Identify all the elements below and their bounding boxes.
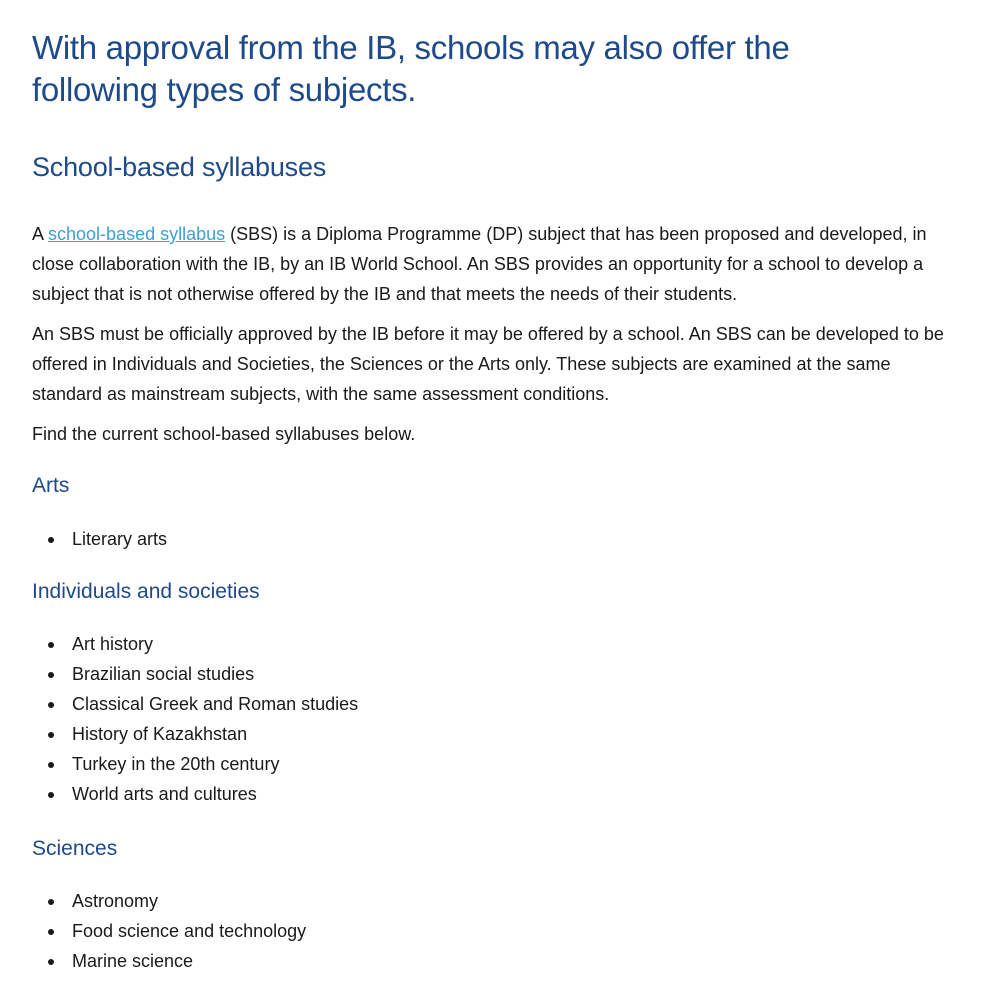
list-item bbox=[32, 886, 958, 916]
arts-list bbox=[32, 524, 958, 554]
list-item bbox=[32, 749, 958, 779]
paragraph-prefix: A bbox=[32, 224, 49, 244]
list-item bbox=[32, 689, 958, 719]
bullet-icon bbox=[48, 732, 54, 738]
intro-heading: With approval from the IB, schools may also offer the following types of subjects. bbox=[32, 29, 790, 108]
list-item bbox=[32, 946, 958, 976]
individuals-list bbox=[32, 629, 958, 809]
bullet-icon bbox=[48, 672, 54, 678]
sciences-list bbox=[32, 886, 958, 976]
sbs-find-paragraph: Find the current school-based syllabuses below. bbox=[32, 424, 416, 444]
section-title: School-based syllabuses bbox=[32, 152, 327, 182]
list-item bbox=[32, 779, 958, 809]
group-title-individuals-and-societies: Individuals and societies bbox=[32, 580, 260, 603]
list-item bbox=[32, 524, 958, 554]
list-item-label: Literary arts bbox=[72, 529, 168, 549]
list-item-label: Classical Greek and Roman studies bbox=[72, 694, 359, 714]
bullet-icon bbox=[48, 642, 54, 648]
group-title-sciences: Sciences bbox=[32, 837, 118, 860]
list-item-label: Art history bbox=[72, 634, 154, 654]
list-item-label: Marine science bbox=[72, 951, 194, 971]
bullet-icon bbox=[48, 702, 54, 708]
list-item bbox=[32, 629, 958, 659]
sbs-description-paragraph bbox=[32, 219, 958, 309]
bullet-icon bbox=[48, 929, 54, 935]
bullet-icon bbox=[48, 959, 54, 965]
school-based-syllabus-link[interactable]: school-based syllabus bbox=[48, 224, 226, 244]
list-item-label: World arts and cultures bbox=[72, 784, 257, 804]
bullet-icon bbox=[48, 899, 54, 905]
list-item-label: Brazilian social studies bbox=[72, 664, 255, 684]
list-item bbox=[32, 659, 958, 689]
bullet-icon bbox=[48, 762, 54, 768]
group-title-arts: Arts bbox=[32, 474, 70, 497]
list-item-label: Turkey in the 20th century bbox=[72, 754, 280, 774]
sbs-approval-paragraph: An SBS must be officially approved by the IB before it may be offered by a school. An SBS can be developed to be offered in Individuals and Societies, the Sciences or the Arts only. These subjects are examined at the same standard as mainstream subjects, with the same assessment conditions. bbox=[32, 324, 944, 404]
list-item-label: Food science and technology bbox=[72, 921, 307, 941]
bullet-icon bbox=[48, 792, 54, 798]
bullet-icon bbox=[48, 537, 54, 543]
list-item-label: Astronomy bbox=[72, 891, 159, 911]
list-item bbox=[32, 916, 958, 946]
list-item-label: History of Kazakhstan bbox=[72, 724, 248, 744]
paragraph-suffix: (SBS) is a Diploma Programme (DP) subject that has been proposed and developed, in close collaboration with the IB, by an IB World School. An SBS provides an opportunity for a school to develop a subject that is not otherwise offered by the IB and that meets the needs of their students. bbox=[32, 224, 927, 304]
list-item bbox=[32, 719, 958, 749]
